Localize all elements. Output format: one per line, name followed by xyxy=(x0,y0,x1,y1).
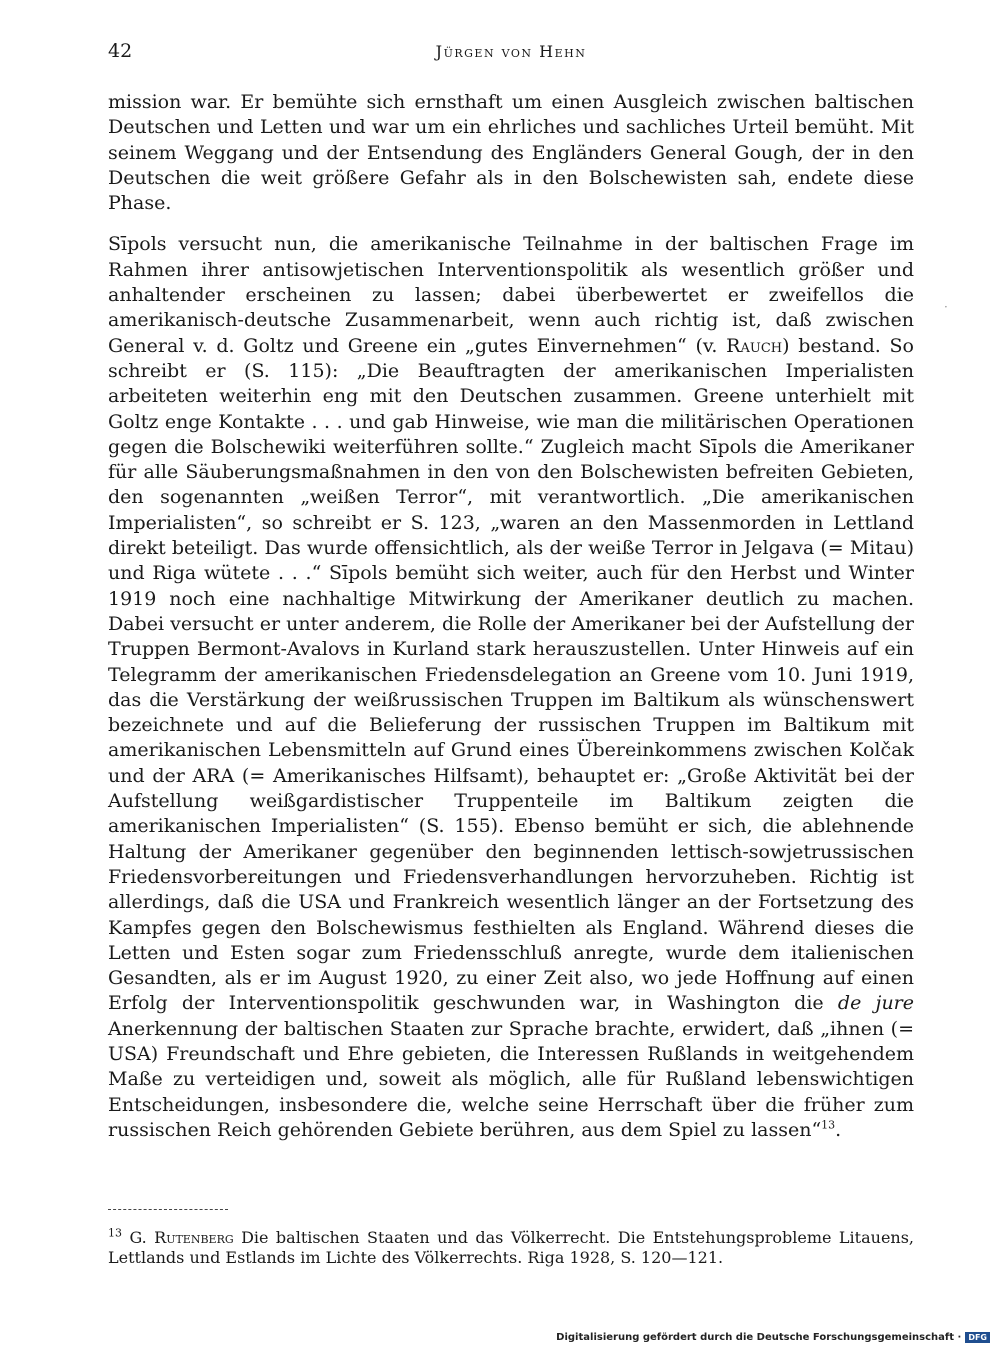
author-rauch: Rauch xyxy=(726,334,783,357)
paragraph-2-text-b: ) bestand. So schreibt er (S. 115): „Die Beauftragten der amerikanischen Imperialisten arbeiteten weiterhin eng mit den Deutschen zusammen. Greene unterhielt mit Goltz enge Kontakte . . . und gab Hinweise, wie man die militärischen Operationen gegen die Bolschewiki weiterführen sollte.“ Zugleich macht Sīpols die Amerikaner für alle Säuberungsmaßnahmen in den von den Bolschewisten befreiten Gebieten, den sogenannten „weißen Terror“, mit verantwortlich. „Die amerikanischen Imperialisten“, so schreibt er S. 123, „waren an den Massenmorden in Lettland direkt beteiligt. Das wurde offensichtlich, als der weiße Terror in Jelgava (= Mitau) und Riga wütete . . .“ Sīpols bemüht sich weiter, auch für den Herbst und Winter 1919 noch eine nachhaltige Mitwirkung der Amerikaner deutlich zu machen. Dabei versucht er unter anderem, die Rolle der Amerikaner bei der Aufstellung der Truppen Bermont-Avalovs in Kurland stark herauszustellen. Unter Hinweis auf ein Telegramm der amerikanischen Friedensdelegation an Greene vom 10. Juni 1919, das die Verstärkung der weißrussischen Truppen im Baltikum als wünschenswert bezeichnete und auf die Belieferung der russischen Truppen im Baltikum mit amerikanischen Lebensmitteln auf Grund eines Übereinkommens zwischen Kolčak und der ARA (= Amerikanisches Hilfsamt), behauptet er: „Große Aktivität bei der Aufstellung weißgardistischer Truppenteile im Baltikum zeigten die amerikanischen Imperialisten“ (S. 155). Ebenso bemüht er sich, die ablehnende Haltung der Amerikaner gegenüber den beginnenden lettisch-sowjetrussischen Friedensvorbereitungen und Friedensverhandlungen hervorzuheben. Richtig ist allerdings, daß die USA und Frankreich wesentlich länger an der Fortsetzung des Kampfes gegen den Bolschewismus festhielten als England. Während dieses die Letten und Esten sogar zum Friedensschluß anregte, wurde dem italienischen Gesandten, als er im August 1920, zu einer Zeit also, wo jede Hoffnung auf einen Erfolg der Interventionspolitik geschwunden war, in Washington die xyxy=(108,334,914,1015)
paragraph-2-text-c: Anerkennung der baltischen Staaten zur Sprache brachte, erwidert, daß „ihnen (= USA) Freundschaft und Ehre gebieten, die Interessen Rußlands in weitgehendem Maße zu verteidigen und, soweit als möglich, alle für Rußland lebenswichtigen Entscheidungen, insbesondere die, welche seine Herrschaft über die früher zum russischen Reich gehörenden Gebiete berühren, aus dem Spiel zu lassen“ xyxy=(108,1017,914,1141)
footnote-divider xyxy=(108,1209,228,1210)
dfg-logo: DFG xyxy=(965,1332,990,1343)
footnote-author: G. Rutenberg xyxy=(129,1228,234,1247)
body-text xyxy=(108,90,914,1143)
digitization-notice xyxy=(556,1332,990,1343)
paragraph-2-text-a: Sīpols versucht nun, die amerikanische Teilnahme in der baltischen Frage im Rahmen ihrer antisowjetischen Interventionspolitik als wesentlich größer und anhaltender erscheinen zu lassen; dabei überbewertet er zweifellos die amerikanisch-deutsche Zusammenarbeit, wenn auch richtig ist, daß zwischen General v. d. Goltz und Greene ein „gutes Einvernehmen“ (v. xyxy=(108,233,914,357)
footnote-reference[interactable]: 13 xyxy=(821,1118,836,1132)
paragraph-1-text: mission war. Er bemühte sich ernsthaft um einen Ausgleich zwischen baltischen Deutschen und Letten und war um ein ehrliches und sachliches Urteil bemüht. Mit seinem Weggang und der Entsendung des Engländers General Gough, der in den Deutschen die weit größere Gefahr als in den Bolschewisten sah, endete diese Phase. xyxy=(108,91,914,215)
footnote-text: Die baltischen Staaten und das Völkerrecht. Die Entstehungsprobleme Litauens, Lettlands und Estlands im Lichte des Völkerrechts. Riga 1928, S. 120—121. xyxy=(108,1228,915,1267)
paragraph-1 xyxy=(108,90,914,216)
page-header xyxy=(108,40,914,70)
margin-mark: · xyxy=(944,300,948,314)
running-head: Jürgen von Hehn xyxy=(435,42,587,61)
page-number: 42 xyxy=(108,40,133,62)
paragraph-2 xyxy=(108,232,914,1143)
footnote xyxy=(108,1228,914,1268)
de-jure-italic: de jure xyxy=(837,992,915,1015)
footnote-number: 13 xyxy=(108,1226,122,1240)
digitization-text: Digitalisierung gefördert durch die Deutsche Forschungsgemeinschaft · xyxy=(556,1332,962,1343)
paragraph-2-end: . xyxy=(835,1118,842,1141)
